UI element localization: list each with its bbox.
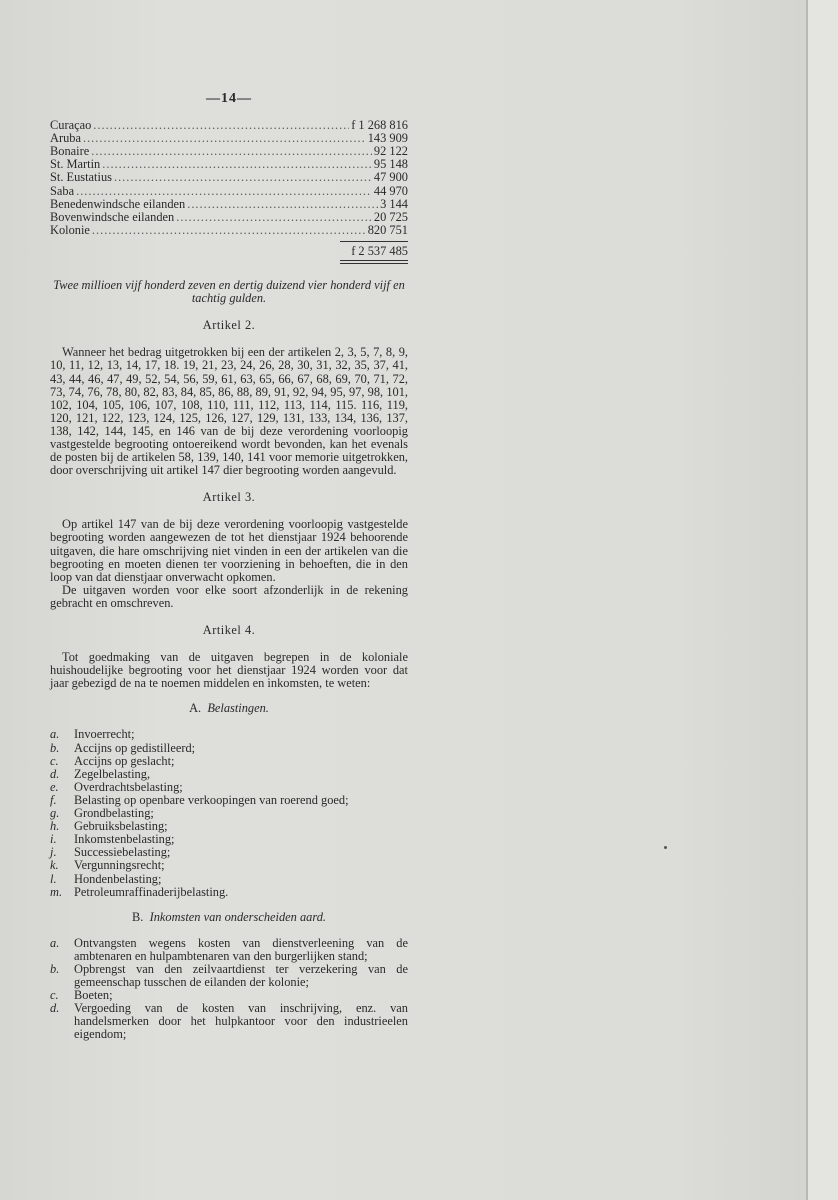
amount-name: Bonaire (50, 144, 90, 159)
article-2-text: Wanneer het bedrag uitgetrokken bij een der artikelen 2, 3, 5, 7, 8, 9, 10, 11, 12, 13, 14, 17, 18. 19, 21, 23, 24, 26, 28, 30, 31, 32, 35, 37, 41, 43, 44, 46, 47, 49, 52, 54, 56, 59, 61, 63, 65, 66, 67, 68, 69, 70, 71, 72, 73, 74, 76, 78, 80, 82, 83, 84, 85, 86, 88, 89, 91, 92, 94, 95, 97, 98, 101, 102, 104, 105, 106, 107, 108, 110, 111, 112, 113, 114, 115. 116, 119, 120, 121, 122, 123, 124, 125, 126, 127, 129, 131, 133, 134, 136, 137, 138, 142, 144, 145, en 146 van de bij deze verordening voorloopig vastgestelde begrooting ontoereikend wordt bevonden, kan het evenals de posten bij de artikelen 58, 139, 140, 141 voor memorie uitgetrokken, door overschrijving uit artikel 147 dier begrooting worden aangevuld. (50, 345, 408, 478)
item-text: Hondenbelasting; (74, 871, 162, 886)
item-text: Boeten; (74, 988, 113, 1003)
list-item (50, 937, 408, 963)
item-letter: k. (50, 858, 59, 873)
item-text: Belasting op openbare verkoopingen van roerend goed; (74, 792, 349, 807)
section-b-label: Inkomsten van onderscheiden aard. (149, 909, 326, 924)
article-2-title: Artikel 2. (202, 318, 256, 333)
amounts-table (50, 119, 408, 264)
item-text: Petroleumraffinaderijbelasting. (74, 884, 229, 899)
list-item (50, 963, 408, 989)
item-text: Ontvangsten wegens kosten van dienstverleening van de ambtenaren en hulpambtenaren van den burgerlijken stand; (74, 935, 408, 963)
amount-value: 3 144 (380, 196, 408, 211)
leader-dots (92, 224, 366, 237)
list-item (50, 886, 408, 899)
amount-value: 47 900 (373, 170, 408, 185)
item-letter: d. (50, 1001, 60, 1016)
item-text: Grondbelasting; (74, 806, 154, 821)
leader-dots (83, 132, 366, 145)
article-3-paragraph-1: Op artikel 147 van de bij deze verordening voorloopig vastgestelde begrooting worden aangewezen de tot het dienstjaar 1924 behoorende uitgaven, die hare omschrijving niet vinden in een der artikelen van die begrooting en moeten dienen ter voorziening in behoeften, die in den loop van dat dienstjaar onverwacht opkomen. (50, 517, 408, 584)
item-text: Invoerrecht; (74, 727, 135, 742)
item-letter: d. (50, 766, 60, 781)
item-letter: a. (50, 935, 60, 950)
item-text: Vergunningsrecht; (74, 858, 165, 873)
item-text: Zegelbelasting, (74, 766, 151, 781)
amount-row (50, 211, 408, 224)
leader-dots (76, 185, 372, 198)
item-letter: c. (50, 988, 59, 1003)
document-body (50, 92, 408, 1042)
article-3-title: Artikel 3. (202, 490, 256, 505)
amount-value: 95 148 (373, 157, 408, 172)
item-letter: i. (50, 832, 57, 847)
total-double-rule (340, 260, 408, 264)
total-in-words: Twee millioen vijf honderd zeven en dertig duizend vier honderd vijf en tachtig gulden. (53, 278, 405, 306)
item-text: Vergoeding van de kosten van inschrijving, enz. van handelsmerken door het hulpkantoor voor den industrieelen eigendom; (74, 1001, 408, 1042)
item-text: Inkomstenbelasting; (74, 832, 175, 847)
list-item (50, 873, 408, 886)
section-b-number: B. (132, 909, 144, 924)
item-text: Overdrachtsbelasting; (74, 779, 183, 794)
item-letter: m. (50, 884, 63, 899)
amount-value: 92 122 (373, 144, 408, 159)
amount-name: Bovenwindsche eilanden (50, 209, 175, 224)
article-3-paragraph-2: De uitgaven worden voor elke soort afzonderlijk in de rekening gebracht en omschreven. (50, 582, 408, 610)
amount-row (50, 224, 408, 237)
item-text: Gebruiksbelasting; (74, 819, 168, 834)
item-letter: a. (50, 727, 60, 742)
list-item (50, 742, 408, 755)
list-item (50, 728, 408, 741)
section-a-label: Belastingen. (207, 701, 269, 716)
total-amount: f 2 537 485 (351, 243, 408, 258)
amount-row (50, 132, 408, 145)
item-letter: e. (50, 779, 59, 794)
amount-value: f 1 268 816 (351, 118, 408, 133)
leader-dots (93, 119, 349, 132)
article-4-intro: Tot goedmaking van de uitgaven begrepen in de koloniale huishoudelijke begrooting voor het dienstjaar 1924 worden voor dat jaar gebezigd de na te noemen middelen en inkomsten, te weten: (50, 650, 408, 691)
amount-name: Saba (50, 183, 75, 198)
list-item (50, 781, 408, 794)
amount-name: Aruba (50, 131, 81, 146)
article-4-title: Artikel 4. (202, 623, 256, 637)
leader-dots (187, 198, 378, 211)
item-letter: b. (50, 740, 60, 755)
item-letter: f. (50, 792, 57, 807)
item-letter: h. (50, 819, 60, 834)
scan-speck (664, 846, 667, 849)
item-letter: j. (50, 845, 57, 860)
amount-value: 143 909 (367, 131, 408, 146)
list-item (50, 768, 408, 781)
item-letter: l. (50, 871, 57, 886)
section-b-heading (50, 911, 408, 924)
amount-name: Kolonie (50, 222, 90, 237)
leader-dots (176, 211, 372, 224)
amount-name: Benedenwindsche eilanden (50, 196, 186, 211)
item-text: Accijns op geslacht; (74, 753, 175, 768)
amount-row (50, 119, 408, 132)
amount-name: St. Eustatius (50, 170, 112, 185)
amount-value: 820 751 (367, 222, 408, 237)
list-item (50, 859, 408, 872)
leader-dots (91, 145, 372, 158)
amount-row (50, 145, 408, 158)
amount-name: Curaçao (50, 118, 92, 133)
section-a-heading (50, 702, 408, 715)
list-item (50, 1002, 408, 1041)
list-item (50, 755, 408, 768)
item-letter: b. (50, 961, 60, 976)
leader-dots (102, 158, 372, 171)
section-a-list (50, 728, 408, 898)
item-text: Opbrengst van den zeilvaartdienst ter verzekering van de gemeenschap tusschen de eilanden der kolonie; (74, 961, 408, 990)
leader-dots (114, 171, 372, 184)
amount-row (50, 198, 408, 211)
amount-value: 44 970 (373, 183, 408, 198)
section-a-number: A. (189, 701, 202, 716)
amount-name: St. Martin (50, 157, 101, 172)
amount-value: 20 725 (373, 209, 408, 224)
next-page-edge (808, 0, 838, 1200)
item-text: Accijns op gedistilleerd; (74, 740, 196, 755)
amount-row (50, 171, 408, 184)
amount-row (50, 185, 408, 198)
item-text: Successiebelasting; (74, 845, 171, 860)
item-letter: g. (50, 806, 60, 821)
item-letter: c. (50, 753, 59, 768)
section-b-list (50, 937, 408, 1042)
page-number: —14— (206, 91, 252, 106)
